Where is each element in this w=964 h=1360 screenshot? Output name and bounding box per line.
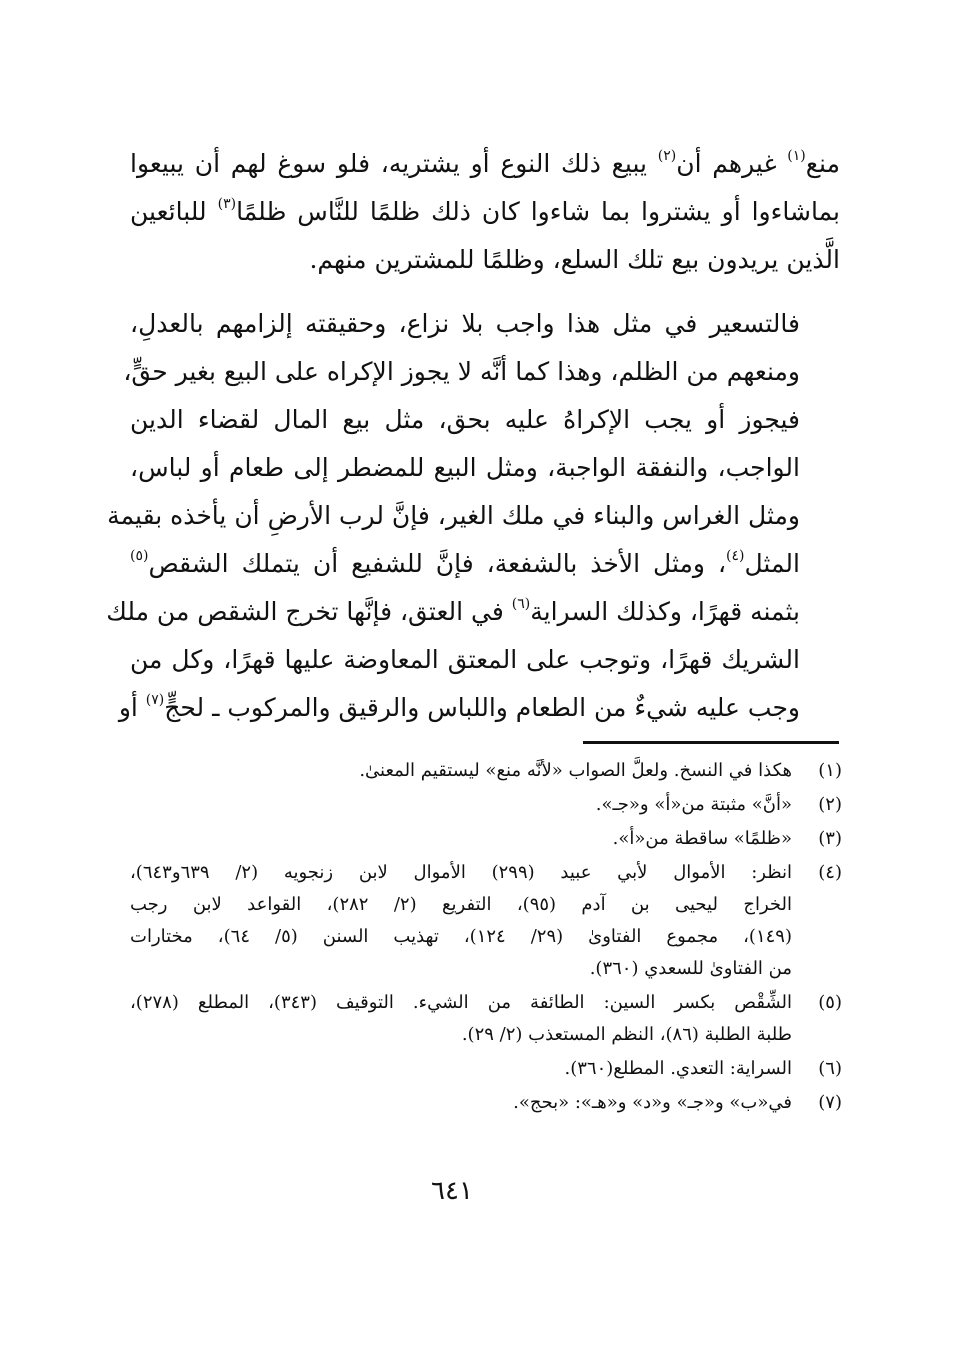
footnote-text: الشِّقْص بكسر السين: الطائفة من الشيء. التوقيف (٣٤٣)، المطلع (٢٧٨)، طلبة الطلبة (٨٦)، النظم المستعذب (٢/ ٢٩). (130, 992, 793, 1045)
footnote-text: في«ب» و«جـ» و«د» و«هـ»: «بحج». (513, 1092, 792, 1113)
text-line: ومثل الغراس والبناء في ملك الغير، فإنَّ لرب الأرضِ أن يأخذه بقيمة (107, 501, 800, 530)
text-line: وجب عليه شيءٌ من الطعام واللباس والرقيق والمركوب ـ لحجٍّ$^{(٧)}$ أو (118, 692, 800, 722)
footnote-number: (٥) (818, 992, 842, 1013)
footnote-6 (130, 1053, 842, 1085)
footnote-number: (٢) (818, 794, 842, 815)
text-line: الواجب، والنفقة الواجبة، ومثل البيع للمضطر إلى طعام أو لباس، (130, 453, 800, 482)
footnote-text: «ظلمًا» ساقطة من«أ». (612, 828, 792, 849)
text-line: فيجوز أو يجب الإكراهُ عليه بحق، مثل بيع المال لقضاء الدين (130, 405, 800, 434)
text-line: فالتسعير في مثل هذا واجب بلا نزاع، وحقيقته إلزامهم بالعدلِ، (130, 309, 800, 338)
footnote-number: (١) (818, 760, 842, 781)
footnote-ref: (٤) (726, 548, 745, 564)
text-line: منع$^{(١)}$ غيرهم أن$^{(٢)}$ يبيع ذلك النوع أو يشتريه، فلو سوغ لهم أن يبيعوا (130, 148, 840, 178)
footnote-ref: (٣) (217, 196, 237, 212)
footnote-ref: (٧) (145, 692, 165, 708)
text-line: بثمنه قهرًا، وكذلك السراية$^{(٦)}$ في العتق، فإنَّها تخرج الشقص من ملك (106, 596, 800, 626)
paragraph-1 (130, 140, 840, 284)
footnote-1 (130, 755, 842, 787)
footnote-7 (130, 1087, 842, 1119)
footnote-text: انظر: الأموال لأبي عبيد (٢٩٩) الأموال لابن زنجويه (٢/ ٦٣٩و٦٤٣)، الخراج ليحيى بن آدم (٩٥)، التفريع (٢/ ٢٨٢)، القواعد لابن رجب (١٤٩)، مجموع الفتاوىٰ (٢٩/ ١٢٤)، تهذيب السنن (٥/ ٦٤)، مختارات من الفتاوىٰ للسعدي (٣٦٠). (130, 862, 793, 979)
footnote-ref: (١) (787, 148, 806, 164)
page-number: ٦٤١ (431, 1176, 473, 1206)
text-line: المثل$^{(٤)}$، ومثل الأخذ بالشفعة، فإنَّ للشفيع أن يتملك الشقص$^{(٥)}$ (130, 548, 800, 578)
footnote-2 (130, 789, 842, 821)
text-line: ومنعهم من الظلم، وهذا كما أنَّه لا يجوز الإكراه على البيع بغير حقٍّ، (123, 357, 800, 386)
footnote-number: (٤) (818, 862, 842, 883)
text-line: الَّذين يريدون بيع تلك السلع، وظلمًا للمشترين منهم. (309, 245, 840, 274)
footnote-5 (130, 987, 842, 1051)
footnote-text: هكذا في النسخ. ولعلَّ الصواب «لأنَّه منع» ليستقيم المعنىٰ. (359, 760, 792, 781)
footnote-number: (٣) (818, 828, 842, 849)
main-text (106, 140, 840, 732)
footnote-3 (130, 823, 842, 855)
footnote-ref: (٢) (657, 148, 677, 164)
footnote-ref: (٦) (511, 596, 531, 612)
footnotes (130, 755, 842, 1121)
footnote-4 (130, 857, 842, 985)
text-line: بماشاءوا أو يشتروا بما شاءوا كان ذلك ظلمًا للنَّاس ظلمًا$^{(٣)}$ للبائعين (130, 196, 840, 226)
footnote-number: (٦) (818, 1058, 842, 1079)
footnote-number: (٧) (818, 1092, 842, 1113)
footnote-text: السراية: التعدي. المطلع(٣٦٠). (564, 1058, 792, 1079)
paragraph-2 (106, 300, 840, 732)
footnote-separator (583, 741, 839, 744)
footnote-ref: (٥) (130, 548, 149, 564)
footnote-text: «أنَّ» مثبتة من«أ» و«جـ». (595, 794, 792, 815)
text-line: الشريك قهرًا، وتوجب على المعتق المعاوضة عليها قهرًا، وكل من (130, 645, 800, 674)
